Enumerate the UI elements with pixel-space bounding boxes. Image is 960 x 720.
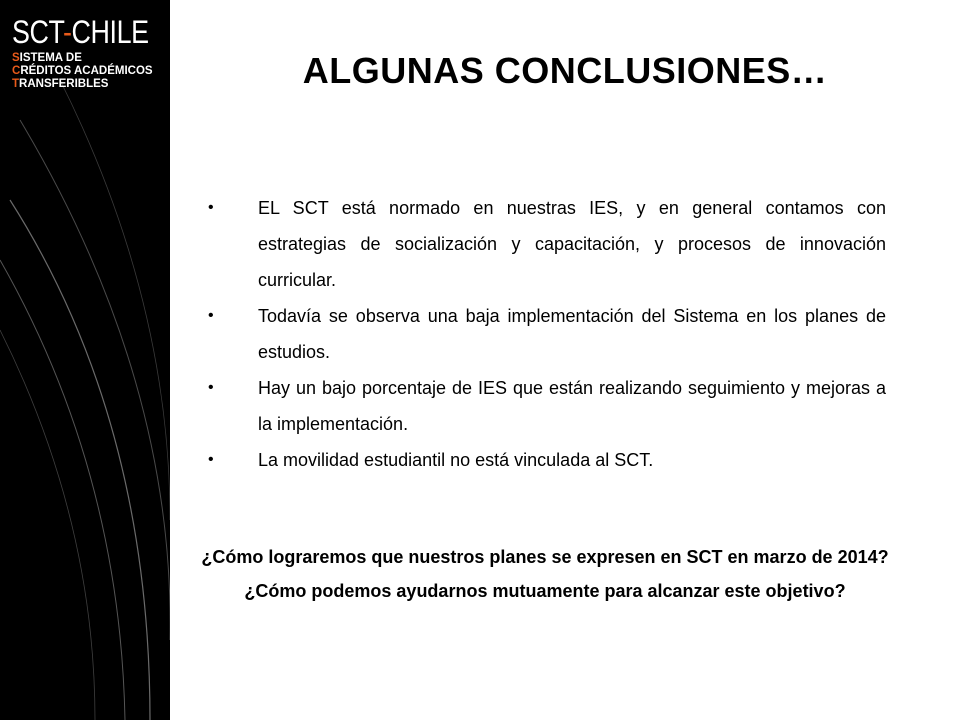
- bullet-text: Todavía se observa una baja implementación del Sistema en los planes de estudios.: [258, 306, 886, 362]
- sct-chile-logo: [12, 14, 170, 91]
- logo-prefix: SCT: [12, 14, 64, 50]
- bullet-icon: •: [208, 379, 214, 396]
- list-item: [208, 442, 886, 478]
- logo-wordmark: [12, 14, 149, 50]
- question-text: ¿Cómo podemos ayudarnos mutuamente para alcanzar este objetivo?: [244, 581, 846, 601]
- logo-tagline-line: TRANSFERIBLES: [12, 78, 109, 90]
- list-item: [208, 298, 886, 370]
- question-text: ¿Cómo lograremos que nuestros planes se expresen en SCT en marzo de 2014?: [201, 547, 889, 567]
- bullet-icon: •: [208, 307, 214, 324]
- conclusions-list: [208, 190, 886, 478]
- logo-tagline: [12, 52, 170, 91]
- list-item: [208, 190, 886, 298]
- decorative-arcs: [0, 0, 170, 720]
- bullet-icon: •: [208, 199, 214, 216]
- sidebar-banner: [0, 0, 170, 720]
- bullet-text: Hay un bajo porcentaje de IES que están realizando seguimiento y mejoras a la implementación.: [258, 378, 886, 434]
- logo-tagline-line: SISTEMA DE: [12, 52, 82, 64]
- bullet-icon: •: [208, 451, 214, 468]
- logo-suffix: CHILE: [71, 14, 149, 50]
- closing-questions: [200, 540, 890, 608]
- slide-title: ALGUNAS CONCLUSIONES…: [302, 50, 828, 91]
- bullet-text: EL SCT está normado en nuestras IES, y en general contamos con estrategias de socialización y capacitación, y procesos de innovación curricular.: [258, 198, 886, 290]
- list-item: [208, 370, 886, 442]
- bullet-text: La movilidad estudiantil no está vinculada al SCT.: [258, 450, 654, 470]
- logo-separator: -: [63, 14, 72, 50]
- logo-tagline-line: CRÉDITOS ACADÉMICOS: [12, 65, 153, 77]
